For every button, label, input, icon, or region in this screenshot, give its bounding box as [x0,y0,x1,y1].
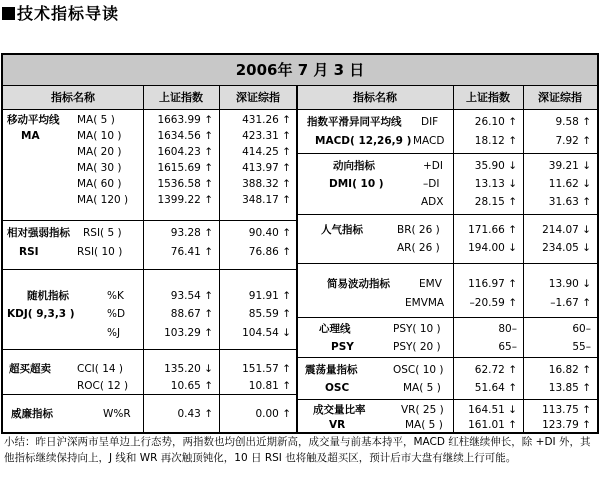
osc-param: OSC( 10 ) [393,364,444,376]
header-right-name: 指标名称 [353,91,397,104]
header-left-sz: 深证综指 [236,91,280,104]
ma-param: MA( 120 ) [77,194,129,206]
macd-sz: 7.92 ↑ [555,135,591,147]
rsi-param: RSI( 5 ) [83,227,122,239]
osc-param: MA( 5 ) [403,382,441,394]
cci-sz: 10.81 ↑ [248,380,291,392]
osc-sz: 16.82 ↑ [548,364,591,376]
header-right-sh: 上证指数 [466,91,510,104]
cci-param: ROC( 12 ) [77,380,129,392]
kdj-sz: 104.54 ↓ [242,327,291,339]
br-name: 人气指标 [321,224,363,236]
vr-sz: 123.79 ↑ [542,419,591,431]
psy-name: 心理线 [319,323,351,335]
dmi-sz: 31.63 ↑ [548,196,591,208]
macd-name: 指数平滑异同平均线 [307,116,402,128]
ma-sz: 431.26 ↑ [242,114,291,126]
bullet-square-icon [2,7,15,20]
ma-param: MA( 10 ) [77,130,122,142]
kdj-sh: 93.54 ↑ [170,290,213,302]
macd-sh: 18.12 ↑ [474,135,517,147]
ma-sh: 1604.23 ↑ [157,146,213,158]
rsi-abbr: RSI [19,246,39,258]
group-divider [298,357,597,358]
vr-sh: 161.01 ↑ [468,419,517,431]
psy-sz: 60– [572,323,591,335]
psy-param: PSY( 10 ) [393,323,441,335]
br-sh: 194.00 ↓ [468,242,517,254]
kdj-sz: 85.59 ↑ [248,308,291,320]
vr-abbr: VR [329,419,346,431]
psy-sh: 65– [498,341,517,353]
ma-param: MA( 60 ) [77,178,122,190]
group-divider [298,263,597,264]
kdj-param: %D [107,308,126,320]
page-heading-text: 技术指标导读 [17,4,120,23]
rsi-param: RSI( 10 ) [77,246,123,258]
ma-abbr: MA [21,130,40,142]
ma-sh: 1663.99 ↑ [157,114,213,126]
indicator-table [1,53,599,434]
osc-abbr: OSC [325,382,350,394]
macd-abbr: MACD( 12,26,9 ) [315,135,412,147]
rsi-sh: 76.41 ↑ [170,246,213,258]
dmi-sz: 11.62 ↓ [548,178,591,190]
cci-param: CCI( 14 ) [77,363,123,375]
macd-sh: 26.10 ↑ [474,116,517,128]
header-left-sh: 上证指数 [159,91,203,104]
ma-sz: 414.25 ↑ [242,146,291,158]
psy-abbr: PSY [331,341,354,353]
kdj-sz: 91.91 ↑ [248,290,291,302]
cci-sh: 135.20 ↓ [164,363,213,375]
kdj-abbr: KDJ( 9,3,3 ) [7,308,75,320]
rsi-name: 相对强弱指标 [7,227,70,239]
ma-name: 移动平均线 [7,114,60,126]
wr-name: 威廉指标 [11,408,53,420]
header-right-sz: 深证综指 [538,91,582,104]
osc-name: 震荡量指标 [305,364,358,376]
vr-sz: 113.75 ↑ [542,404,591,416]
dmi-param: ADX [421,196,444,208]
osc-sh: 62.72 ↑ [474,364,517,376]
emv-sz: –1.67 ↑ [550,297,591,309]
emv-sh: –20.59 ↑ [469,297,517,309]
osc-sh: 51.64 ↑ [474,382,517,394]
vr-sh: 164.51 ↓ [468,404,517,416]
group-divider [3,269,297,270]
cci-sh: 10.65 ↑ [170,380,213,392]
vr-name: 成交量比率 [313,404,366,416]
header-left-name: 指标名称 [51,91,95,104]
emv-sz: 13.90 ↓ [548,278,591,290]
summary-note: 小结：昨日沪深两市呈单边上行态势，两指数也均创出近期新高，成交量与前基本持平，MACD 红柱继续伸长，除 +DI 外，其他指标继续保持向上，J 线和 WR 再次触顶钝化，10 日 RSI 也将触及超买区，预计后市大盘有继续上行可能。 [4,436,591,464]
kdj-sh: 88.67 ↑ [170,308,213,320]
dmi-param: +DI [423,160,443,172]
ma-sh: 1634.56 ↑ [157,130,213,142]
emv-sh: 116.97 ↑ [468,278,517,290]
ma-param: MA( 20 ) [77,146,122,158]
ma-sz: 413.97 ↑ [242,162,291,174]
kdj-name: 随机指标 [27,290,69,302]
group-divider [3,220,297,221]
br-sh: 171.66 ↑ [468,224,517,236]
kdj-param: %K [107,290,124,302]
wr-param: W%R [103,408,131,420]
dmi-name: 动向指标 [333,160,375,172]
br-param: BR( 26 ) [397,224,440,236]
ma-sh: 1536.58 ↑ [157,178,213,190]
rsi-sz: 90.40 ↑ [248,227,291,239]
ma-param: MA( 5 ) [77,114,115,126]
cci-name: 超买超卖 [9,363,51,375]
emv-param: EMVMA [405,297,445,309]
page-heading [2,1,119,24]
psy-param: PSY( 20 ) [393,341,441,353]
dmi-sh: 13.13 ↓ [474,178,517,190]
wr-sz: 0.00 ↑ [255,408,291,420]
br-param: AR( 26 ) [397,242,440,254]
macd-param: MACD [413,135,445,147]
vr-param: VR( 25 ) [401,404,444,416]
macd-param: DIF [421,116,439,128]
date-title: 2006年 7 月 3 日 [3,55,597,85]
ma-sh: 1615.69 ↑ [157,162,213,174]
psy-sz: 55– [572,341,591,353]
rsi-sz: 76.86 ↑ [248,246,291,258]
ma-param: MA( 30 ) [77,162,122,174]
emv-param: EMV [419,278,442,290]
wr-sh: 0.43 ↑ [177,408,213,420]
emv-name: 简易波动指标 [327,278,390,290]
group-divider [298,214,597,215]
ma-sh: 1399.22 ↑ [157,194,213,206]
dmi-sh: 28.15 ↑ [474,196,517,208]
ma-sz: 423.31 ↑ [242,130,291,142]
ma-sz: 388.32 ↑ [242,178,291,190]
br-sz: 214.07 ↓ [542,224,591,236]
rsi-sh: 93.28 ↑ [170,227,213,239]
dmi-abbr: DMI( 10 ) [329,178,384,190]
ma-sz: 348.17 ↑ [242,194,291,206]
psy-sh: 80– [498,323,517,335]
macd-sz: 9.58 ↑ [555,116,591,128]
vr-param: MA( 5 ) [405,419,443,431]
dmi-param: –DI [423,178,440,190]
group-divider [298,399,597,400]
dmi-sz: 39.21 ↓ [548,160,591,172]
col-divider [296,85,298,432]
cci-sz: 151.57 ↑ [242,363,291,375]
table-header-row [3,85,597,110]
osc-sz: 13.85 ↑ [548,382,591,394]
group-divider [298,317,597,318]
group-divider [3,394,297,395]
group-divider [298,153,597,154]
kdj-param: %J [107,327,121,339]
br-sz: 234.05 ↓ [542,242,591,254]
kdj-sh: 103.29 ↑ [164,327,213,339]
dmi-sh: 35.90 ↓ [474,160,517,172]
group-divider [3,349,297,350]
